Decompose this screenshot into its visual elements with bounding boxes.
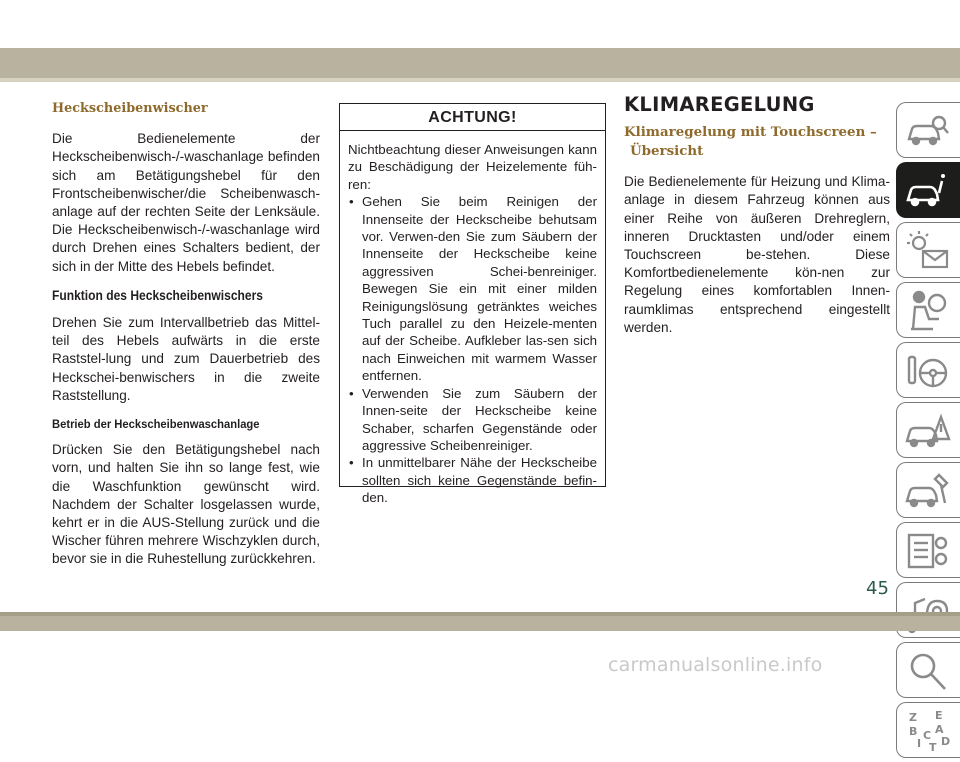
index-letter: E [935,709,943,722]
magnifier-icon [905,649,951,693]
warning-bullet: • In unmittelbarer Nähe der Heckscheibe sollten sich keine Gegenstände befin-den. [348,454,597,506]
tab-maintenance-list[interactable] [896,522,960,578]
index-letter: I [917,737,922,750]
tab-steering-wheel[interactable] [896,342,960,398]
tab-lights-message[interactable] [896,222,960,278]
tab-car-search[interactable] [896,102,960,158]
tab-magnifier[interactable] [896,642,960,698]
warning-bullet: • Verwenden Sie zum Säubern der Innen-seite der Heckscheibe keine Schaber, scharfen Gegenstände oder aggressive Scheibenreiniger. [348,385,597,455]
tab-car-road-warning[interactable] [896,402,960,458]
alphabet-index-icon [905,709,951,753]
section-heading-klimaregelung [624,123,890,161]
index-letter: T [929,741,937,754]
watermark: carmanualsonline.info [608,654,823,676]
tab-car-service[interactable] [896,462,960,518]
lights-message-icon [905,229,951,273]
warning-bullet: • Gehen Sie beim Reinigen der Innenseite der Heckscheibe behutsam vor. Verwen-den Sie zum Säubern der Innenseite der Heckscheibe keine aggressiven Schei-benreiniger. Bewegen Sie ein mit einer milden Reinigungslösung getränktes weiches Tuch parallel zu den Heizele-menten auf der Scheibe. Aufkleber las-sen sich nach Einweichen mit warmem Wasser entfernen. [348,193,597,384]
warning-box [339,103,606,506]
right-column [624,93,890,337]
index-letter: A [935,723,944,736]
index-letter: Z [909,711,917,724]
car-road-warning-icon [905,409,951,453]
index-letter: C [923,729,932,742]
paragraph-first-line: Die Bedienelemente der [52,131,320,147]
header-band [0,48,960,78]
paragraph-funktion: Drehen Sie zum Intervallbetrieb das Mittel-teil des Hebels aufwärts in die erste Raststel-lung und zum Dauerbetrieb des Heckschei-benwischers in die zweite Raststellung. [52,315,320,403]
maintenance-list-icon [905,529,951,573]
steering-wheel-icon [905,349,951,393]
paragraph-controls: Heckscheibenwisch-/-waschanlage befinden sich am Betätigungshebel für den Frontscheibenwischer/die Scheibenwasch-anlage auf der rechten Seite der Lenksäule. Die Heckscheibenwisch-/-waschanlage wird durch Drehen eines Schalters bedient, der sich in der Mitte des Hebels befindet. [52,149,320,274]
chapter-tabs [896,102,960,762]
car-info-icon [905,169,951,213]
paragraph-waschanlage: Drücken Sie den Betätigungshebel nach vorn, und halten Sie ihn so lange fest, wie die Waschfunktion gewünscht wird. Nachdem der Schalter losgelassen wurde, kehrt er in die AUS-Stellung zurück und die Wischer führen mehrere Wischzyklen durch, bevor sie in die Ruhestellung zurückkehren. [52,442,320,567]
page-number: 45 [866,578,889,599]
warning-title: ACHTUNG! [340,104,605,131]
index-letter: D [941,735,951,748]
paragraph-klimaregelung: Die Bedienelemente für Heizung und Klima-anlage in diesem Fahrzeug können aus einer Reihe von äußeren Drehreglern, inneren Drucktasten und/oder einem Touchscreen be-stehen. Diese Komfortbedienelemente kön-nen zur Regelung eines komfortablen Innen-raumklimas entsprechend eingestellt werden. [624,174,890,335]
warning-body [340,131,605,507]
header-band-line [0,78,960,82]
warning-intro: Nichtbeachtung dieser Anweisungen kann zu Beschädigung der Heizelemente füh-ren: [348,142,597,192]
subheading-waschanlage: Betrieb der Heckscheibenwaschanlage [52,417,260,432]
index-letter: B [909,725,918,738]
section-heading-line2: Übersicht [630,143,704,160]
tab-airbag-safety[interactable] [896,282,960,338]
tab-car-info[interactable] [896,162,960,218]
footer-band [0,616,960,631]
section-heading-heckscheibenwischer: Heckscheibenwischer [52,101,208,116]
airbag-safety-icon [905,289,951,333]
left-column [52,100,320,569]
warning-list [348,193,597,506]
subheading-funktion: Funktion des Heckscheibenwischers [52,287,263,303]
chapter-title: KLIMAREGELUNG [624,93,815,116]
tab-alphabet-index[interactable] [896,702,960,758]
section-heading-line1: Klimaregelung mit Touchscreen – [624,124,877,141]
car-search-icon [905,109,951,153]
car-service-icon [905,469,951,513]
